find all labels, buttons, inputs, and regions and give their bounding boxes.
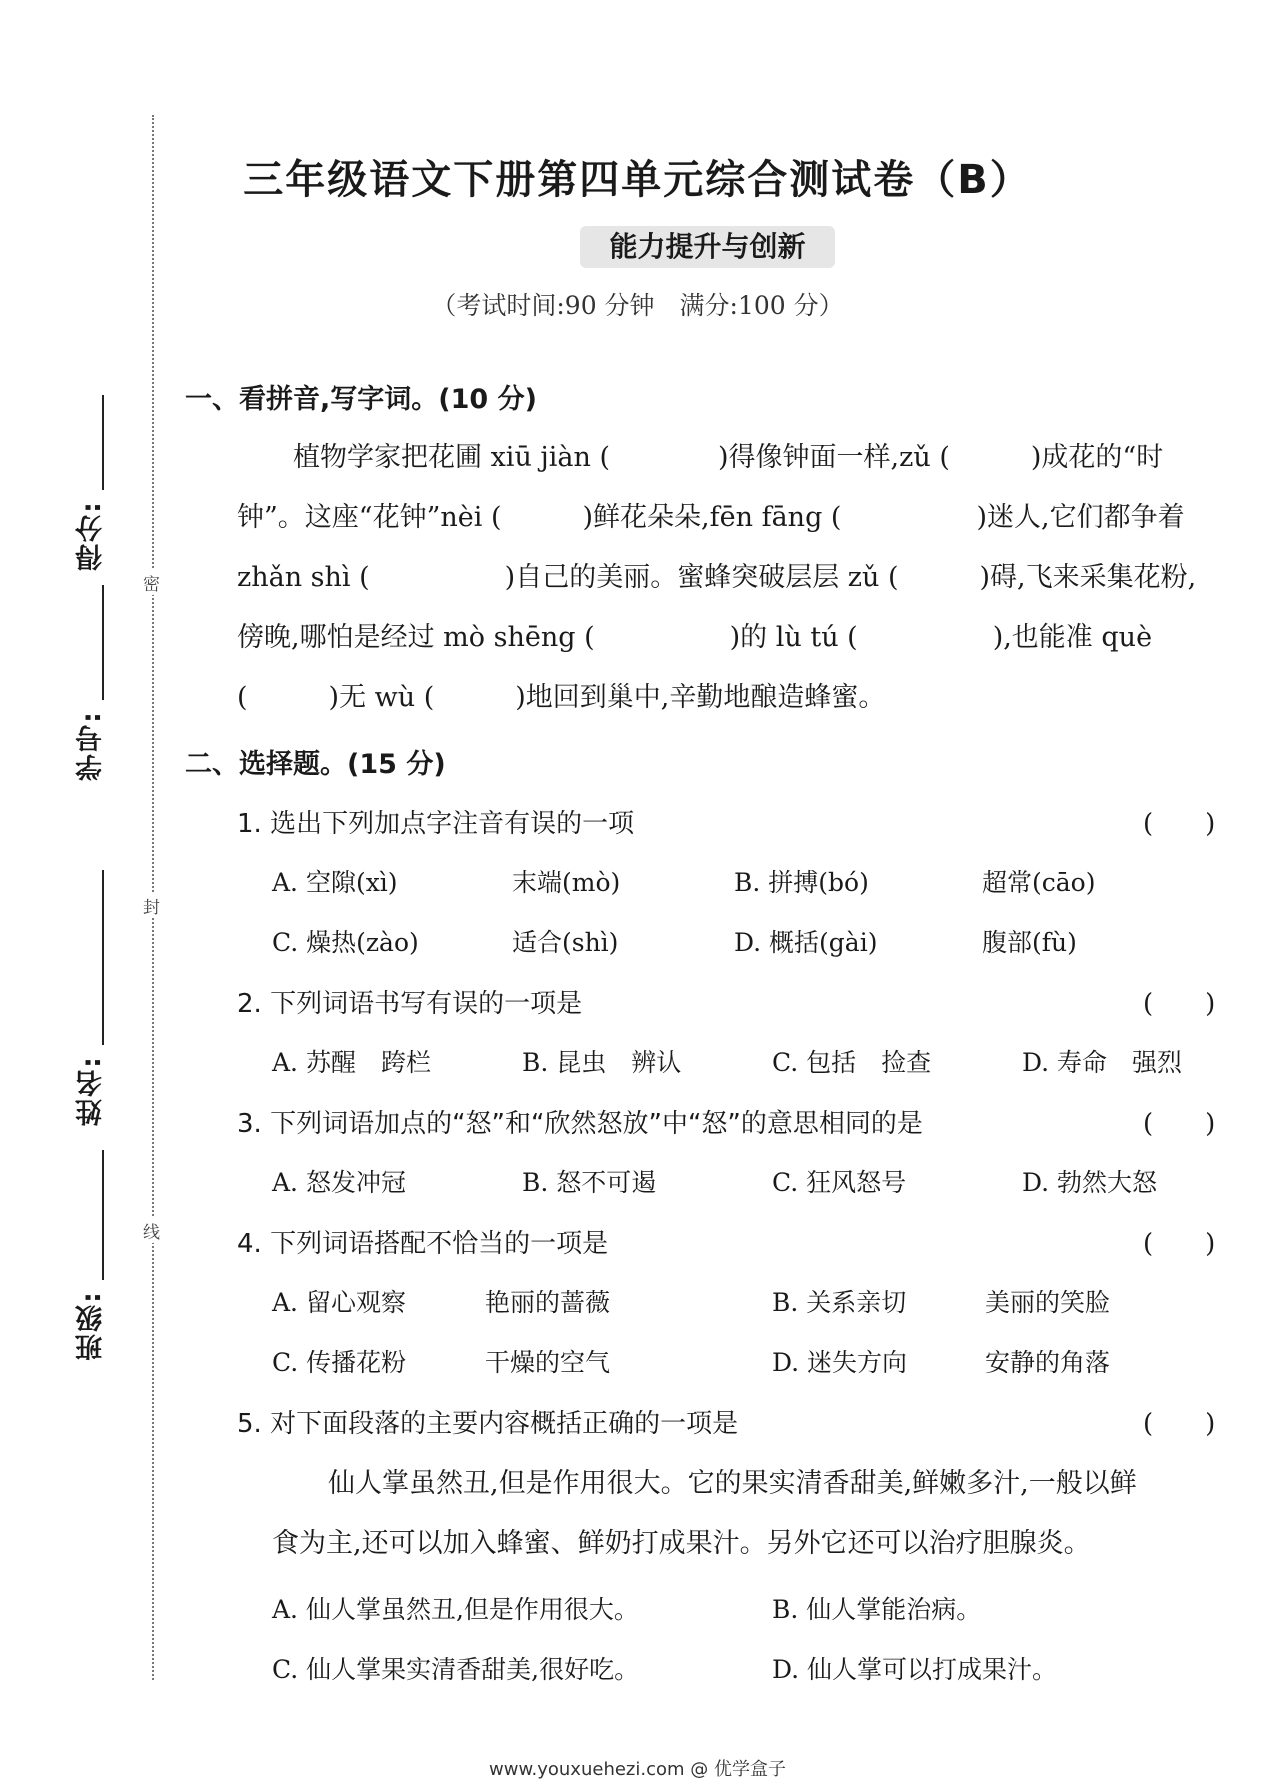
- seal-mark-xian: 线: [143, 1218, 160, 1243]
- q1-option-d1: D. 概括(gài): [734, 928, 878, 957]
- q5-option-d: D. 仙人掌可以打成果汁。: [772, 1655, 1058, 1684]
- q5-option-b: B. 仙人掌能治病。: [772, 1595, 982, 1624]
- q4-option-c2: 干燥的空气: [485, 1348, 611, 1377]
- pinyin-line-1: 植物学家把花圃 xiū jiàn ( )得像钟面一样,zǔ ( )成花的“时: [293, 442, 1164, 473]
- class-label: 班级:: [76, 1290, 107, 1361]
- pinyin-line-4: 傍晚,哪怕是经过 mò shēng ( )的 lù tú ( ),也能准 què: [237, 622, 1153, 653]
- q4-option-d2: 安静的角落: [985, 1348, 1111, 1377]
- page-title: 三年级语文下册第四单元综合测试卷（B）: [243, 157, 1032, 203]
- question-1-stem: 1. 选出下列加点字注音有误的一项: [237, 809, 635, 839]
- section-2-heading: 二、选择题。(15 分): [185, 749, 446, 780]
- seal-mark-feng: 封: [143, 893, 160, 918]
- pinyin-line-2: 钟”。这座“花钟”nèi ( )鲜花朵朵,fēn fāng ( )迷人,它们都争着: [237, 502, 1185, 533]
- student-id-label: 学号:: [76, 710, 107, 781]
- q1-option-b2: 超常(cāo): [982, 868, 1096, 897]
- question-5-answer-paren[interactable]: ( ): [1143, 1409, 1216, 1439]
- question-2-answer-paren[interactable]: ( ): [1143, 989, 1216, 1019]
- q1-option-a2: 末端(mò): [512, 868, 621, 897]
- question-2-stem: 2. 下列词语书写有误的一项是: [237, 989, 583, 1019]
- q4-option-b1: B. 关系亲切: [772, 1288, 907, 1317]
- q2-option-a: A. 苏醒 跨栏: [272, 1048, 431, 1077]
- q1-option-d2: 腹部(fù): [982, 928, 1077, 957]
- q4-option-a2: 艳丽的蔷薇: [485, 1288, 611, 1317]
- name-label: 姓名:: [76, 1055, 107, 1126]
- question-1-answer-paren[interactable]: ( ): [1143, 809, 1216, 839]
- q5-option-a: A. 仙人掌虽然丑,但是作用很大。: [272, 1595, 639, 1624]
- score-blank: [102, 395, 104, 490]
- question-3-answer-paren[interactable]: ( ): [1143, 1109, 1216, 1139]
- exam-info: （考试时间:90 分钟 满分:100 分）: [431, 291, 844, 320]
- question-4-stem: 4. 下列词语搭配不恰当的一项是: [237, 1229, 609, 1259]
- q3-option-d: D. 勃然大怒: [1022, 1168, 1158, 1197]
- q2-option-c: C. 包括 捡查: [772, 1048, 932, 1077]
- q3-option-a: A. 怒发冲冠: [272, 1168, 406, 1197]
- pinyin-line-5: ( )无 wù ( )地回到巢中,辛勤地酿造蜂蜜。: [237, 682, 886, 713]
- q4-option-d1: D. 迷失方向: [772, 1348, 908, 1377]
- q4-option-c1: C. 传播花粉: [272, 1348, 407, 1377]
- q5-option-c: C. 仙人掌果实清香甜美,很好吃。: [272, 1655, 640, 1684]
- question-4-answer-paren[interactable]: ( ): [1143, 1229, 1216, 1259]
- q1-option-a1: A. 空隙(xì): [272, 868, 398, 897]
- q4-option-a1: A. 留心观察: [272, 1288, 406, 1317]
- question-5-stem: 5. 对下面段落的主要内容概括正确的一项是: [237, 1409, 739, 1439]
- student-id-blank: [102, 585, 104, 700]
- seal-mark-mi: 密: [143, 570, 160, 595]
- name-blank: [102, 870, 104, 1045]
- q1-option-c2: 适合(shì): [512, 928, 619, 957]
- footer-watermark: www.youxuehezi.com @ 优学盒子: [489, 1759, 786, 1780]
- q2-option-b: B. 昆虫 辨认: [522, 1048, 682, 1077]
- q1-option-b1: B. 拼搏(bó): [734, 868, 869, 897]
- pinyin-line-3: zhǎn shì ( )自己的美丽。蜜蜂突破层层 zǔ ( )碍,飞来采集花粉,: [237, 562, 1197, 593]
- score-label: 得分:: [76, 500, 107, 571]
- section-1-heading: 一、看拼音,写字词。(10 分): [185, 384, 537, 415]
- q5-passage-line-1: 仙人掌虽然丑,但是作用很大。它的果实清香甜美,鲜嫩多汁,一般以鲜: [328, 1468, 1137, 1499]
- q4-option-b2: 美丽的笑脸: [985, 1288, 1111, 1317]
- q1-option-c1: C. 燥热(zào): [272, 928, 419, 957]
- q3-option-b: B. 怒不可遏: [522, 1168, 657, 1197]
- q2-option-d: D. 寿命 强烈: [1022, 1048, 1183, 1077]
- subtitle-badge: 能力提升与创新: [580, 226, 835, 268]
- q5-passage-line-2: 食为主,还可以加入蜂蜜、鲜奶打成果汁。另外它还可以治疗胆腺炎。: [272, 1528, 1091, 1559]
- q3-option-c: C. 狂风怒号: [772, 1168, 907, 1197]
- question-3-stem: 3. 下列词语加点的“怒”和“欣然怒放”中“怒”的意思相同的是: [237, 1109, 923, 1139]
- class-blank: [102, 1150, 104, 1280]
